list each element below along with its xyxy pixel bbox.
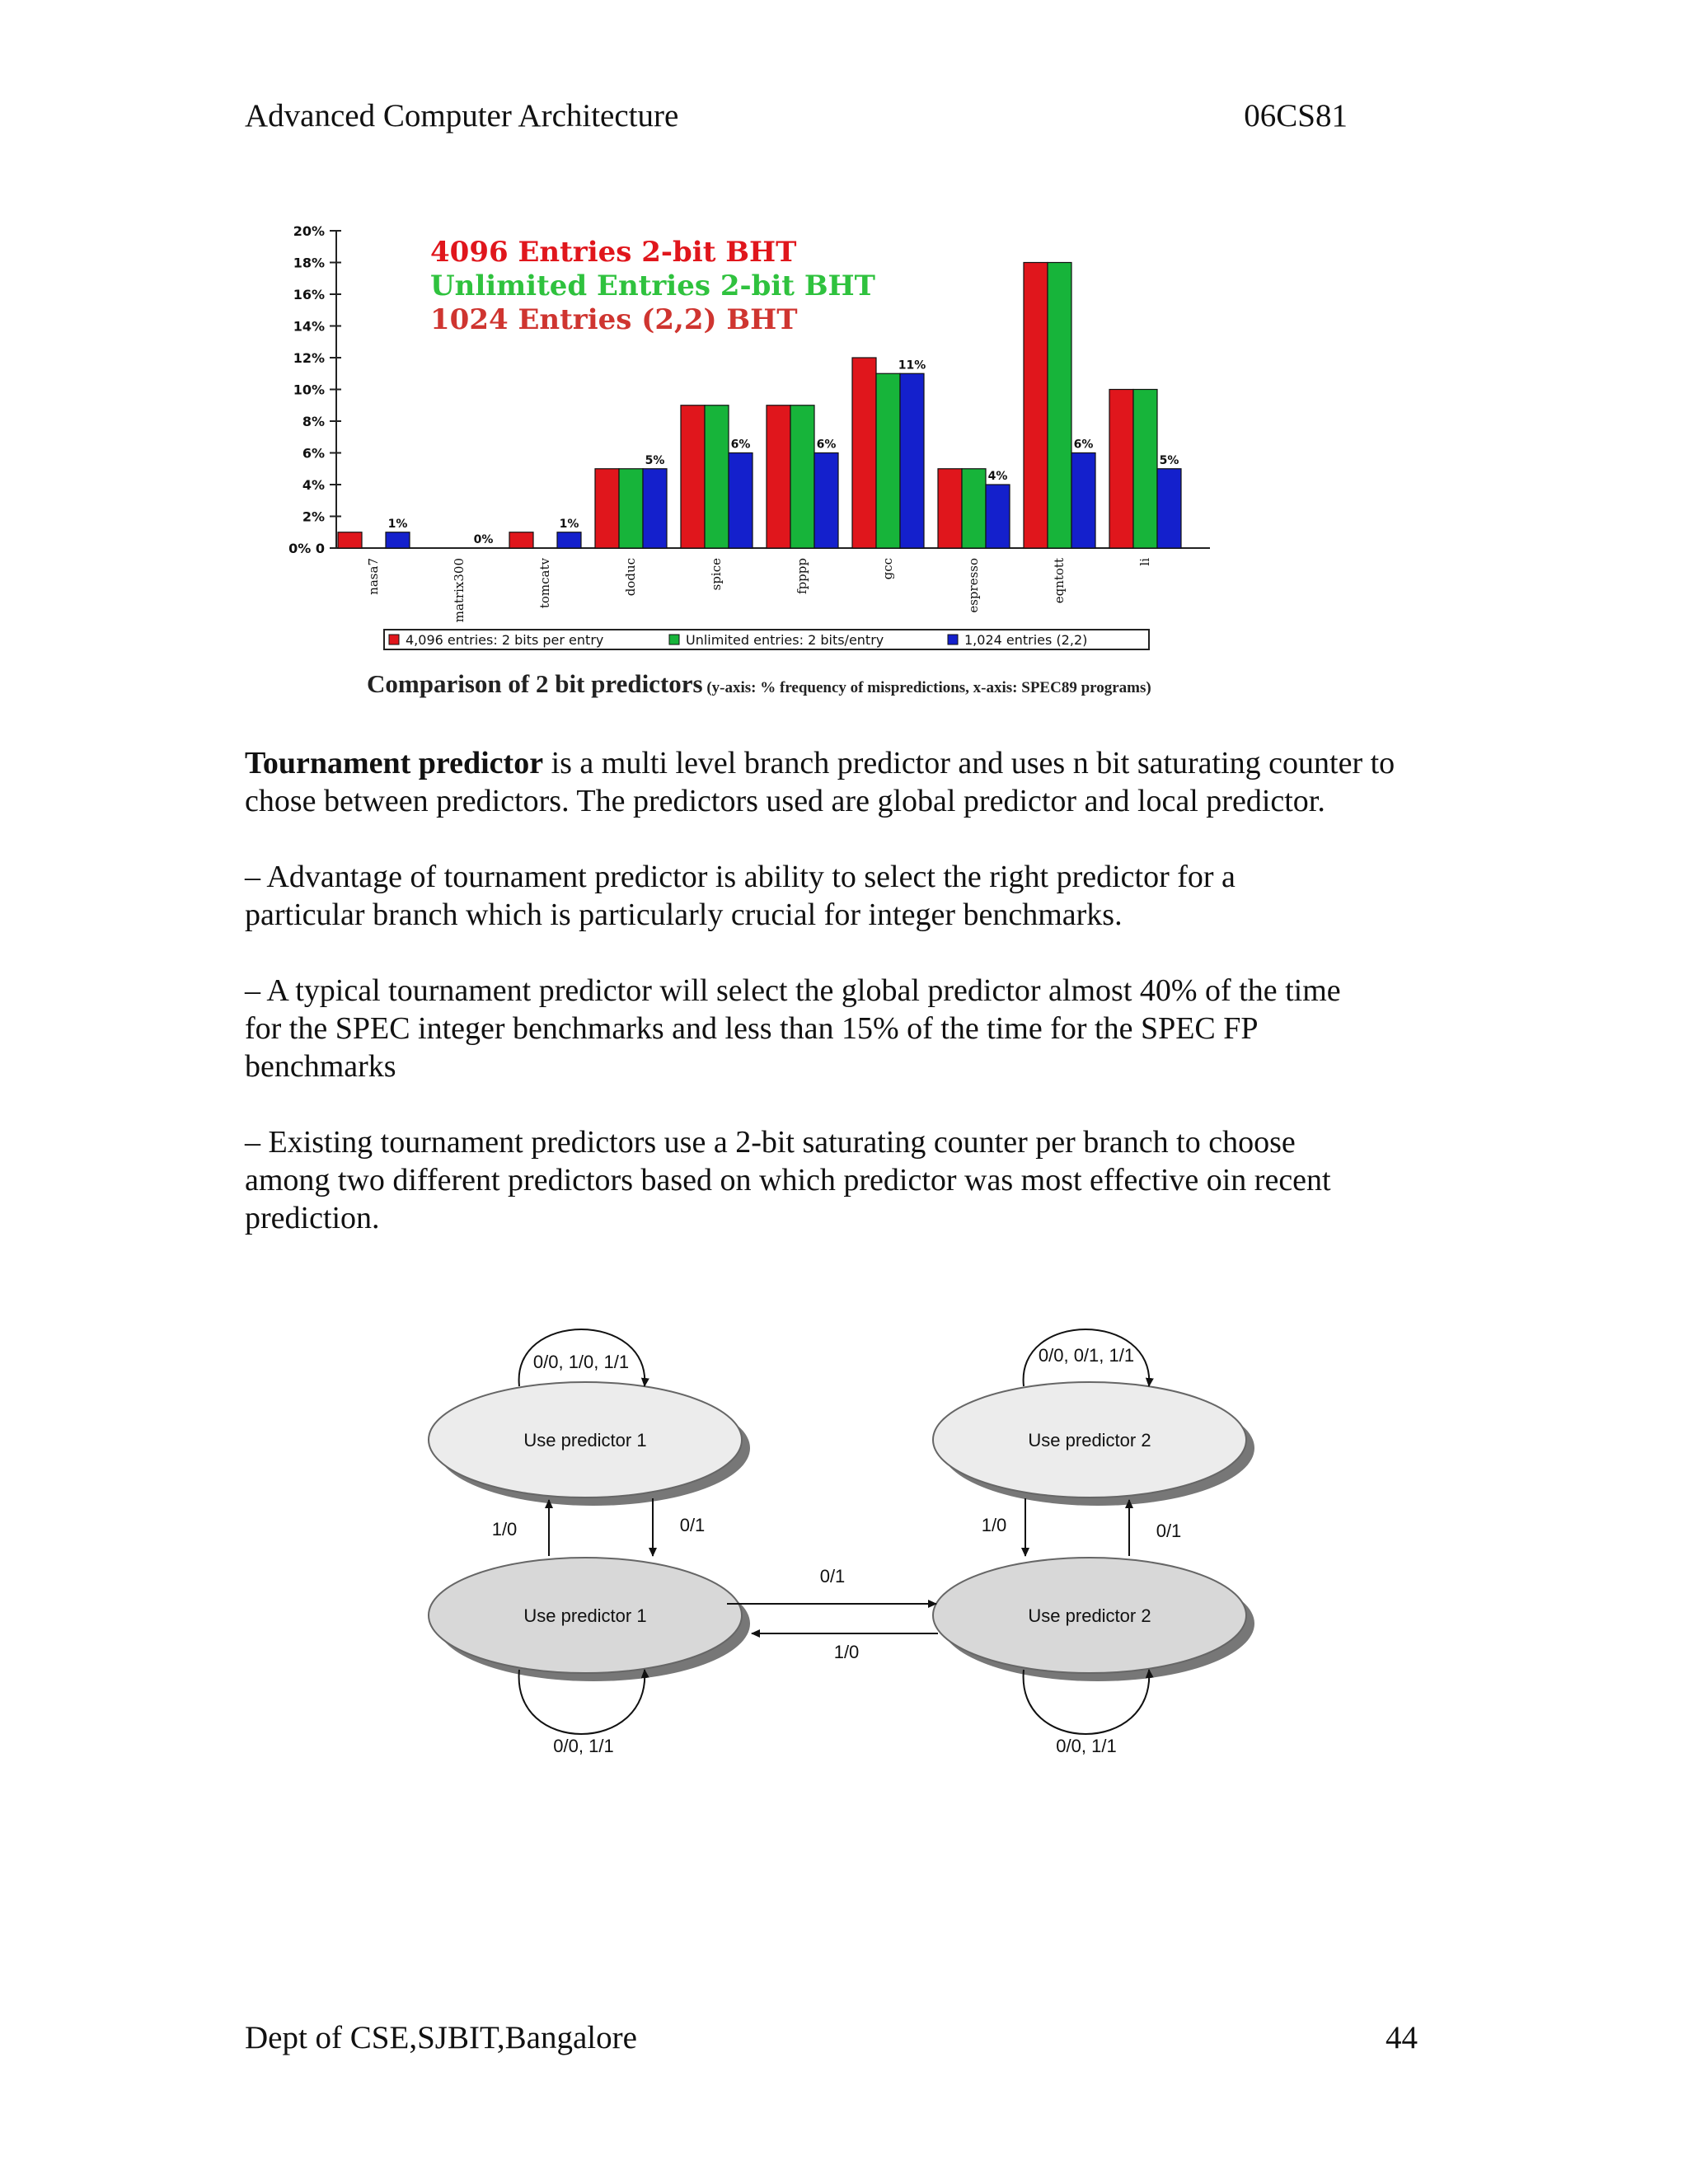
- header-title: Advanced Computer Architecture: [245, 98, 679, 134]
- data-label-eqntott: 6%: [1073, 438, 1094, 452]
- bar-gcc-series-2: [876, 373, 900, 548]
- tournament-state-diagram: [412, 1294, 1286, 1788]
- x-tick-label-tomcatv: tomcatv: [537, 558, 552, 609]
- edge-tl-to-bl-label: 0/1: [679, 1515, 706, 1535]
- edge-bl-to-br-label: 0/1: [819, 1566, 846, 1586]
- edge-bottom-left-loop-label: 0/0, 1/1: [553, 1736, 614, 1756]
- bar-tomcatv-series-1: [509, 532, 533, 548]
- data-label-fpppp: 6%: [816, 438, 837, 452]
- bar-gcc-series-3: [900, 373, 924, 548]
- legend-swatch-1: [389, 635, 399, 644]
- bar-tomcatv-series-3: [557, 532, 581, 548]
- bar-nasa7-series-1: [338, 532, 362, 548]
- misprediction-bar-chart: [264, 206, 1253, 659]
- legend-swatch-2: [669, 635, 679, 644]
- caption-main: Comparison of 2 bit predictors: [367, 669, 703, 698]
- data-label-li: 5%: [1159, 453, 1179, 467]
- data-label-tomcatv: 1%: [559, 517, 579, 531]
- state-bottom-left-label: Use predictor 1: [523, 1605, 647, 1626]
- bar-fpppp-series-2: [790, 405, 814, 548]
- y-tick-label: 16%: [293, 287, 325, 302]
- state-bottom-right-label: Use predictor 2: [1028, 1605, 1151, 1626]
- x-tick-label-gcc: gcc: [880, 558, 895, 580]
- bar-li-series-3: [1157, 469, 1181, 548]
- legend-swatch-3: [948, 635, 958, 644]
- edge-bottom-right-loop-label: 0/0, 1/1: [1056, 1736, 1117, 1756]
- x-tick-label-doduc: doduc: [623, 558, 638, 597]
- x-tick-labels: [366, 557, 1152, 622]
- edge-bl-to-tl-label: 1/0: [491, 1519, 518, 1540]
- edge-top-left-loop-label: 0/0, 1/0, 1/1: [532, 1352, 630, 1372]
- y-tick-label: 8%: [302, 414, 325, 429]
- term-tournament-predictor: Tournament predictor: [245, 746, 544, 780]
- bar-fpppp-series-3: [814, 453, 838, 549]
- state-top-left-label: Use predictor 1: [523, 1430, 647, 1451]
- bar-eqntott-series-3: [1071, 453, 1095, 549]
- bar-nasa7-series-3: [386, 532, 410, 548]
- paragraph-existing: – Existing tournament predictors use a 2-bit saturating counter per branch to choose among two different predictors based on which predictor was most effective oin recent prediction.: [245, 1125, 1331, 1235]
- y-tick-label: 18%: [293, 255, 325, 271]
- data-label-espresso: 4%: [987, 470, 1008, 483]
- bar-li-series-1: [1109, 390, 1133, 549]
- bar-eqntott-series-2: [1048, 263, 1071, 549]
- y-tick-label: 14%: [293, 318, 325, 335]
- y-tick-label: 4%: [302, 477, 325, 493]
- data-label-nasa7: 1%: [387, 517, 408, 531]
- x-tick-label-matrix300: matrix300: [452, 558, 467, 623]
- footer-department: Dept of CSE,SJBIT,Bangalore: [245, 2020, 637, 2055]
- data-label-gcc: 11%: [898, 359, 926, 373]
- bar-spice-series-1: [681, 405, 705, 548]
- data-label-matrix300: 0%: [473, 533, 494, 546]
- bar-doduc-series-1: [595, 469, 619, 548]
- x-tick-label-nasa7: nasa7: [366, 558, 381, 595]
- paragraph-typical: – A typical tournament predictor will select the global predictor almost 40% of the time for the SPEC integer benchmarks and less than 15% of the time for the SPEC FP benchmarks: [245, 973, 1341, 1084]
- bar-espresso-series-1: [938, 469, 962, 548]
- x-tick-label-li: li: [1137, 558, 1152, 566]
- edge-top-right-loop-label: 0/0, 0/1, 1/1: [1038, 1345, 1135, 1366]
- legend-label-2: Unlimited entries: 2 bits/entry: [686, 632, 884, 648]
- paragraph-tournament: [245, 744, 1448, 820]
- data-label-spice: 6%: [730, 438, 751, 452]
- y-tick-label: 20%: [293, 223, 325, 239]
- bar-espresso-series-2: [962, 469, 986, 548]
- y-tick-label: 12%: [293, 350, 325, 366]
- bar-gcc-series-1: [852, 358, 876, 548]
- bar-li-series-2: [1133, 390, 1157, 549]
- y-tick-label: 6%: [302, 445, 325, 462]
- bar-spice-series-2: [705, 405, 729, 548]
- chart-caption: [367, 669, 1151, 699]
- paragraph-advantage: – Advantage of tournament predictor is ability to select the right predictor for a particular branch which is particularly crucial for integer benchmarks.: [245, 860, 1236, 932]
- bar-eqntott-series-1: [1024, 263, 1048, 549]
- bar-doduc-series-3: [643, 469, 667, 548]
- y-tick-label: 10%: [293, 382, 325, 398]
- x-tick-label-fpppp: fpppp: [795, 558, 809, 594]
- paragraph-tournament-text: is a multi level branch predictor and uses n bit saturating counter to chose between predictors. The predictors used are global predictor and local predictor.: [245, 746, 1395, 818]
- legend-label-3: 1,024 entries (2,2): [964, 632, 1088, 648]
- bar-spice-series-3: [729, 453, 753, 549]
- bar-doduc-series-2: [619, 469, 643, 548]
- x-tick-label-spice: spice: [709, 558, 724, 591]
- bar-espresso-series-3: [986, 485, 1010, 548]
- chart-title-line-1: 4096 Entries 2-bit BHT: [430, 236, 797, 269]
- y-tick-label: 0% 0: [288, 541, 325, 556]
- page-number: 44: [1386, 2020, 1418, 2055]
- chart-title-line-3: 1024 Entries (2,2) BHT: [430, 303, 798, 336]
- x-tick-label-eqntott: eqntott: [1052, 558, 1067, 604]
- caption-sub: (y-axis: % frequency of mispredictions, x-axis: SPEC89 programs): [702, 679, 1151, 696]
- data-label-doduc: 5%: [645, 453, 665, 467]
- edge-br-to-bl-label: 1/0: [833, 1642, 860, 1662]
- bar-fpppp-series-1: [767, 405, 790, 548]
- chart-title-line-2: Unlimited Entries 2-bit BHT: [430, 269, 875, 302]
- state-top-right-label: Use predictor 2: [1028, 1430, 1151, 1451]
- chart-legend: [384, 630, 1149, 649]
- y-tick-label: 2%: [302, 509, 325, 525]
- edge-br-to-tr-label: 0/1: [1156, 1521, 1182, 1541]
- x-tick-label-espresso: espresso: [966, 558, 981, 613]
- legend-label-1: 4,096 entries: 2 bits per entry: [406, 632, 604, 648]
- edge-tr-to-br-label: 1/0: [981, 1515, 1007, 1535]
- chart-title: [430, 236, 875, 336]
- header-course-code: 06CS81: [1244, 98, 1348, 134]
